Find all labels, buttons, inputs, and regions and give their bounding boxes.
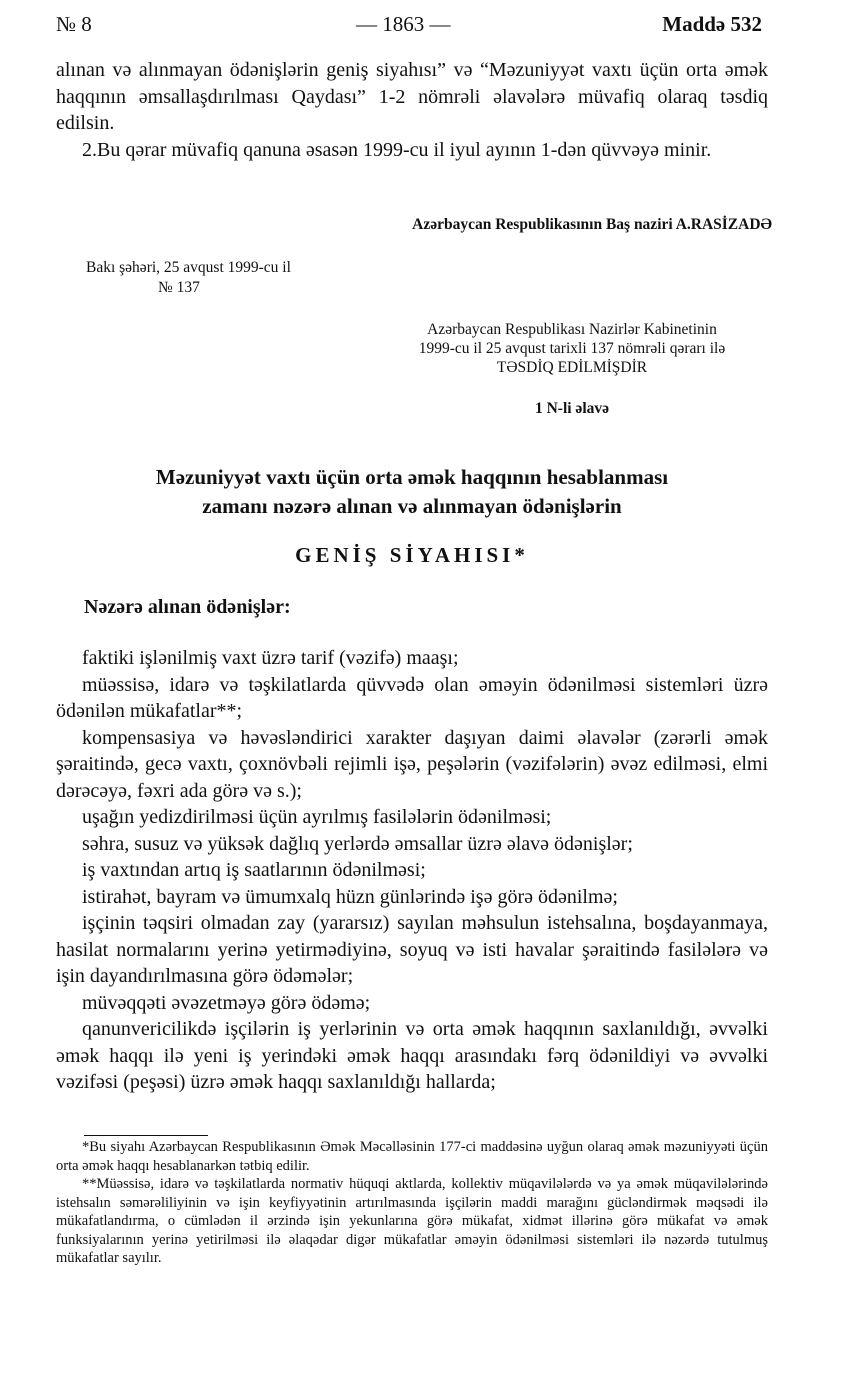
page-header [56, 12, 762, 46]
list-item: faktiki işlənilmiş vaxt üzrə tarif (vəzifə) maaşı; [82, 647, 459, 669]
section-heading: Nəzərə alınan ödənişlər: [84, 596, 291, 618]
payments-list [56, 645, 768, 1096]
intro-text [56, 57, 768, 163]
footnote-divider [84, 1135, 208, 1136]
document-title [56, 463, 768, 521]
place-date-block [86, 258, 291, 298]
decision-number: № 137 [158, 279, 200, 296]
document-subtitle: GENİŞ SİYAHISI* [295, 543, 529, 567]
approval-block [372, 320, 772, 377]
approval-line: TƏSDİQ EDİLMİŞDİR [496, 359, 648, 376]
intro-paragraph: alınan və alınmayan ödənişlərin geniş siyahısı” və “Məzuniyyət vaxtı üçün orta əmək haqqının əmsallaşdırılması Qaydası” 1-2 nömrəli əlavələrə müvafiq olaraq təsdiq edilsin. [56, 59, 768, 134]
list-item: müəssisə, idarə və təşkilatlarda qüvvədə olan əməyin ödənilməsi sistemləri üzrə ödənilən mükafatlar**; [56, 673, 768, 722]
list-item: müvəqqəti əvəzetməyə görə ödəmə; [82, 991, 371, 1014]
appendix-label: 1 N-li əlavə [534, 400, 610, 417]
list-item: səhra, susuz və yüksək dağlıq yerlərdə əmsallar üzrə əlavə ödənişlər; [82, 832, 633, 855]
footnote: **Müəssisə, idarə və təşkilatlarda normativ hüquqi aktlarda, kollektiv müqavilələrdə və ya əmək müqavilələrində istehsalın səmərəliliyinin və işin keyfiyyətinin artırılmasında işçilərin maddi marağını gücləndirmək məqsədi ilə mükafatlandırma, o cümlədən il ərzində işin yekunlarına görə mükafat, xidmət illərinə görə mükafat və əmək funksiyalarının yerinə yetirilməsi ilə əlaqədar digər mükafatlar əməyin ödənilməsi sistemləri ilə nəzərdə tutulmuş mükafatlar sayılır. [56, 1176, 768, 1266]
approval-line: Azərbaycan Respublikası Nazirlər Kabinetinin [427, 321, 717, 338]
issue-number: № 8 [56, 12, 92, 36]
list-item: iş vaxtından artıq iş saatlarının ödənilməsi; [82, 859, 426, 881]
footnotes [56, 1138, 768, 1268]
approval-line: 1999-cu il 25 avqust tarixli 137 nömrəli qərarı ilə [418, 340, 726, 357]
intro-paragraph: 2.Bu qərar müvafiq qanuna əsasən 1999-cu il iyul ayının 1-dən qüvvəyə minir. [82, 138, 712, 161]
article-number: Maddə 532 [662, 12, 762, 36]
footnote: *Bu siyahı Azərbaycan Respublikasının Əmək Məcəlləsinin 177-ci maddəsinə uyğun olaraq əmək məzuniyyəti üçün orta əmək haqqı hesablanarkən tətbiq edilir. [56, 1139, 768, 1174]
title-line: Məzuniyyət vaxtı üçün orta əmək haqqının hesablanması [155, 465, 669, 489]
list-item: işçinin təqsiri olmadan zay (yararsız) sayılan məhsulun istehsalına, boşdayanmaya, hasilat normalarını yerinə yetirmədiyinə, soyuq və isti havalar şəraitində fasilələrə və işin dayandırılmasına görə ödəmələr; [56, 912, 768, 987]
list-item: qanunvericilikdə işçilərin iş yerlərinin və orta əmək haqqının saxlanıldığı, əvvəlki əmək haqqı ilə yeni iş yerindəki əmək haqqı arasındakı fərq ödənildiyi və əvvəlki vəzifəsi (peşəsi) üzrə əmək haqqı saxlanıldığı hallarda; [56, 1018, 768, 1093]
signer-line: Azərbaycan Respublikasının Baş naziri A.RASİZADƏ [412, 216, 772, 233]
list-item: kompensasiya və həvəsləndirici xarakter daşıyan daimi əlavələr (zərərli əmək şəraitində, gecə vaxtı, çoxnövbəli rejimli işə, peşələrin (vəzifələrin) əvəz edilməsi, elmi dərəcəyə, fəxri ada görə və s.); [56, 726, 768, 802]
list-item: istirahət, bayram və ümumxalq hüzn günlərində işə görə ödənilmə; [82, 885, 618, 908]
list-item: uşağın yedizdirilməsi üçün ayrılmış fasilələrin ödənilməsi; [82, 806, 552, 828]
place-date: Bakı şəhəri, 25 avqust 1999-cu il [86, 259, 291, 276]
title-line: zamanı nəzərə alınan və alınmayan ödənişlərin [202, 494, 622, 518]
page-number: — 1863 — [356, 12, 451, 36]
